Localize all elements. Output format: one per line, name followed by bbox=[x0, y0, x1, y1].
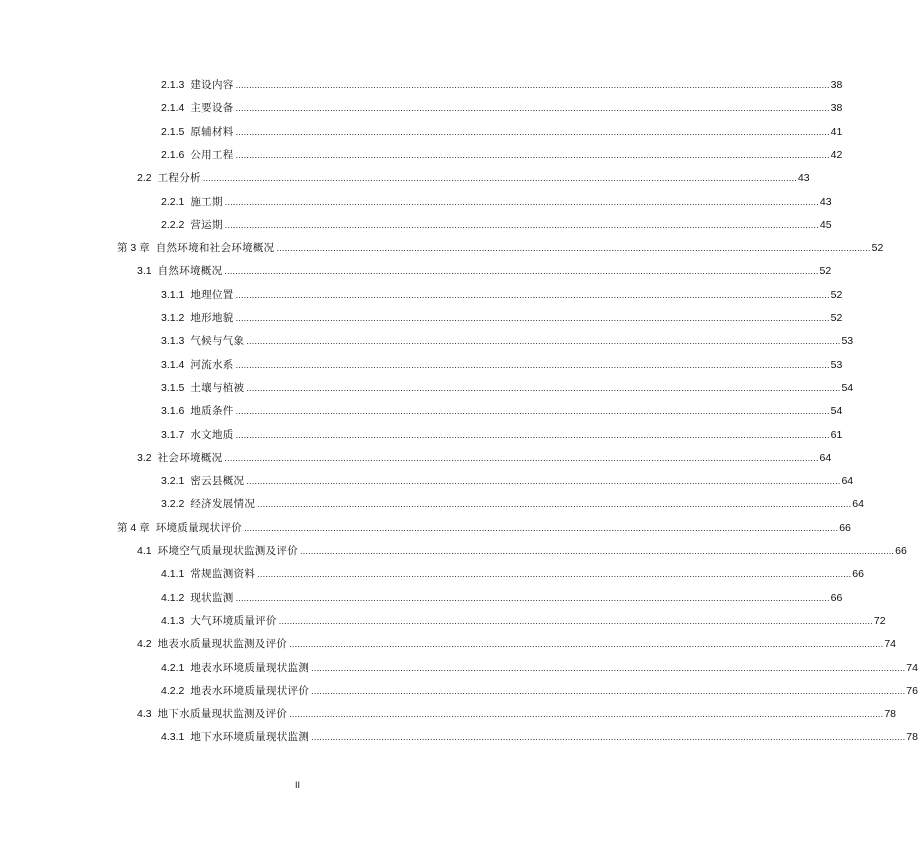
toc-leader-dots: ............................................................................................................................................................................................................................ bbox=[300, 546, 895, 556]
toc-entry-title: 自然环境概况 bbox=[157, 265, 223, 278]
toc-entry[interactable] bbox=[161, 681, 918, 697]
toc-entry-number: 3.1.6 bbox=[161, 405, 185, 418]
toc-entry-title: 原辅材料 bbox=[190, 125, 234, 138]
toc-entry-number: 4.1.2 bbox=[161, 591, 185, 604]
toc-entry-number: 4.2 bbox=[137, 638, 152, 651]
toc-entry-title: 主要设备 bbox=[190, 102, 234, 115]
toc-entry[interactable] bbox=[161, 564, 864, 581]
toc-entry[interactable] bbox=[161, 611, 886, 627]
toc-leader-dots: ............................................................................................................................................................................................................................ bbox=[246, 336, 841, 347]
toc-entry-title: 地表水质量现状监测及评价 bbox=[157, 638, 288, 651]
toc-entry-title: 密云县概况 bbox=[190, 475, 245, 488]
toc-entry-page: 54 bbox=[841, 381, 854, 394]
toc-entry-number: 4.2.2 bbox=[161, 684, 185, 697]
toc-entry[interactable] bbox=[117, 518, 851, 534]
toc-entry-title: 地形地貌 bbox=[190, 312, 234, 324]
toc-leader-dots: ............................................................................................................................................................................................................................ bbox=[311, 732, 906, 743]
toc-entry[interactable] bbox=[137, 704, 897, 721]
toc-leader-dots: ............................................................................................................................................................................................................................ bbox=[311, 662, 906, 673]
toc-leader-dots: ............................................................................................................................................................................................................................ bbox=[224, 219, 819, 230]
toc-entry-page: 52 bbox=[819, 265, 832, 278]
toc-entry-title: 地质条件 bbox=[190, 405, 234, 418]
toc-entry-number: 3.1.7 bbox=[161, 428, 185, 441]
toc-entry-title: 自然环境和社会环境概况 bbox=[155, 242, 275, 255]
toc-entry-page: 64 bbox=[841, 475, 854, 488]
toc-entry-title: 经济发展情况 bbox=[190, 498, 256, 511]
toc-leader-dots: ............................................................................................................................................................................................................................ bbox=[235, 313, 830, 323]
toc-leader-dots: ............................................................................................................................................................................................................................ bbox=[235, 406, 830, 417]
toc-entry-number: 3.1.1 bbox=[161, 288, 185, 301]
toc-entry-title: 公用工程 bbox=[190, 148, 234, 161]
toc-entry[interactable] bbox=[161, 401, 843, 418]
toc-entry[interactable] bbox=[137, 168, 810, 185]
toc-leader-dots: ............................................................................................................................................................................................................................ bbox=[276, 243, 871, 254]
toc-entry-page: 61 bbox=[830, 428, 843, 441]
toc-entry-title: 大气环境质量评价 bbox=[190, 614, 277, 627]
toc-entry-title: 环境空气质量现状监测及评价 bbox=[157, 545, 299, 557]
toc-entry-number: 3.1.2 bbox=[161, 312, 185, 324]
toc-entry[interactable] bbox=[161, 215, 832, 231]
toc-entry-number: 4.1.1 bbox=[161, 568, 185, 581]
toc-entry-page: 53 bbox=[830, 358, 843, 371]
toc-entry-page: 74 bbox=[884, 638, 897, 651]
toc-leader-dots: ............................................................................................................................................................................................................................ bbox=[224, 266, 819, 277]
toc-entry-title: 水文地质 bbox=[190, 428, 234, 441]
toc-entry-title: 现状监测 bbox=[190, 591, 234, 604]
toc-leader-dots: ............................................................................................................................................................................................................................ bbox=[257, 569, 852, 580]
toc-entry-page: 54 bbox=[830, 405, 843, 418]
toc-leader-dots: ............................................................................................................................................................................................................................ bbox=[257, 499, 852, 510]
toc-entry-number: 4.1.3 bbox=[161, 614, 185, 627]
toc-entry-page: 52 bbox=[871, 242, 884, 255]
toc-entry-title: 环境质量现状评价 bbox=[155, 521, 243, 534]
toc-leader-dots: ............................................................................................................................................................................................................................ bbox=[235, 103, 830, 114]
toc-leader-dots: ............................................................................................................................................................................................................................ bbox=[311, 685, 906, 696]
toc-leader-dots: ............................................................................................................................................................................................................................ bbox=[235, 289, 830, 300]
toc-entry-number: 4.1 bbox=[137, 545, 152, 557]
toc-entry[interactable] bbox=[161, 588, 843, 604]
toc-entry[interactable] bbox=[161, 471, 854, 488]
toc-entry[interactable] bbox=[161, 378, 854, 394]
toc-leader-dots: ............................................................................................................................................................................................................................ bbox=[235, 126, 830, 137]
toc-entry-number: 3.1 bbox=[137, 265, 152, 278]
toc-entry[interactable] bbox=[161, 355, 843, 371]
toc-entry-page: 52 bbox=[830, 312, 843, 324]
toc-entry-title: 施工期 bbox=[190, 195, 223, 208]
toc-entry-number: 2.1.4 bbox=[161, 102, 185, 115]
toc-entry[interactable] bbox=[161, 285, 843, 301]
page-number: II bbox=[294, 780, 300, 790]
toc-entry-title: 常规监测资料 bbox=[190, 568, 256, 581]
toc-entry-number: 第 4 章 bbox=[117, 521, 150, 534]
toc-entry-number: 2.1.5 bbox=[161, 125, 185, 138]
toc-entry-number: 2.2.2 bbox=[161, 218, 185, 231]
toc-entry-page: 52 bbox=[830, 288, 843, 301]
toc-entry-title: 河流水系 bbox=[190, 358, 234, 371]
toc-entry[interactable] bbox=[117, 238, 884, 255]
toc-leader-dots: ............................................................................................................................................................................................................................ bbox=[246, 476, 841, 487]
toc-entry[interactable] bbox=[161, 98, 843, 115]
toc-leader-dots: ............................................................................................................................................................................................................................ bbox=[278, 615, 873, 626]
toc-entry-title: 地表水环境质量现状评价 bbox=[190, 684, 310, 697]
toc-entry[interactable] bbox=[161, 727, 918, 744]
toc-entry-number: 2.2 bbox=[137, 172, 152, 185]
toc-entry-page: 38 bbox=[830, 79, 843, 91]
toc-entry-title: 地下水环境质量现状监测 bbox=[190, 731, 310, 744]
toc-entry-number: 4.3 bbox=[137, 708, 152, 721]
toc-entry-title: 地理位置 bbox=[190, 288, 234, 301]
toc-leader-dots: ............................................................................................................................................................................................................................ bbox=[289, 709, 884, 720]
toc-entry-number: 2.1.3 bbox=[161, 79, 185, 91]
toc-entry-page: 42 bbox=[830, 148, 843, 161]
toc-entry-page: 66 bbox=[830, 591, 843, 604]
toc-entry-number: 2.2.1 bbox=[161, 195, 185, 208]
toc-entry[interactable] bbox=[137, 634, 897, 651]
toc-entry-title: 地表水环境质量现状监测 bbox=[190, 661, 310, 674]
toc-leader-dots: ............................................................................................................................................................................................................................ bbox=[235, 359, 830, 370]
toc-entry-number: 4.2.1 bbox=[161, 661, 185, 674]
toc-entry[interactable] bbox=[161, 122, 843, 138]
toc-leader-dots: ............................................................................................................................................................................................................................ bbox=[235, 429, 830, 440]
toc-entry-page: 64 bbox=[819, 451, 832, 464]
toc-leader-dots: ............................................................................................................................................................................................................................ bbox=[289, 639, 884, 650]
toc-entry[interactable] bbox=[137, 261, 832, 278]
toc-entry-number: 3.2 bbox=[137, 451, 152, 464]
toc-leader-dots: ............................................................................................................................................................................................................................ bbox=[202, 173, 797, 184]
toc-leader-dots: ............................................................................................................................................................................................................................ bbox=[235, 80, 830, 90]
toc-entry-page: 66 bbox=[839, 521, 851, 534]
toc-entry-page: 78 bbox=[884, 708, 897, 721]
toc-entry-title: 气候与气象 bbox=[190, 335, 245, 348]
toc-entry[interactable] bbox=[161, 308, 843, 324]
toc-entry-title: 建设内容 bbox=[190, 79, 234, 91]
toc-entry-page: 74 bbox=[906, 661, 918, 674]
toc-entry[interactable] bbox=[161, 331, 854, 348]
toc-entry-page: 64 bbox=[852, 498, 864, 511]
toc-entry[interactable] bbox=[161, 494, 864, 511]
toc-entry[interactable] bbox=[161, 658, 918, 674]
toc-entry-page: 43 bbox=[797, 172, 810, 185]
toc-leader-dots: ............................................................................................................................................................................................................................ bbox=[235, 592, 830, 603]
toc-entry[interactable] bbox=[161, 425, 843, 441]
toc-entry-page: 45 bbox=[819, 218, 832, 231]
toc-entry-number: 第 3 章 bbox=[117, 242, 150, 255]
toc-entry-number: 2.1.6 bbox=[161, 148, 185, 161]
toc-leader-dots: ............................................................................................................................................................................................................................ bbox=[224, 452, 819, 463]
toc-entry[interactable] bbox=[161, 192, 832, 208]
toc-entry-number: 3.2.2 bbox=[161, 498, 185, 511]
toc-entry[interactable] bbox=[137, 541, 907, 557]
toc-entry-number: 3.2.1 bbox=[161, 475, 185, 488]
toc-entry-page: 76 bbox=[906, 684, 918, 697]
toc-leader-dots: ............................................................................................................................................................................................................................ bbox=[246, 382, 841, 393]
toc-entry-page: 38 bbox=[830, 102, 843, 115]
toc-entry-title: 土壤与植被 bbox=[190, 381, 245, 394]
toc-entry-page: 43 bbox=[819, 195, 832, 208]
toc-entry-title: 营运期 bbox=[190, 218, 223, 231]
toc-entry[interactable] bbox=[137, 448, 832, 464]
toc-leader-dots: ............................................................................................................................................................................................................................ bbox=[235, 149, 830, 160]
toc-entry-title: 工程分析 bbox=[157, 172, 201, 185]
toc-entry-page: 53 bbox=[841, 335, 854, 348]
toc-entry[interactable] bbox=[161, 75, 843, 91]
toc-entry-page: 66 bbox=[852, 568, 864, 581]
toc-entry-page: 66 bbox=[895, 545, 907, 557]
toc-entry[interactable] bbox=[161, 145, 843, 161]
toc-entry-page: 41 bbox=[830, 125, 843, 138]
toc-entry-page: 72 bbox=[873, 614, 886, 627]
toc-leader-dots: ............................................................................................................................................................................................................................ bbox=[244, 522, 839, 533]
toc-entry-title: 地下水质量现状监测及评价 bbox=[157, 708, 288, 721]
toc-entry-number: 4.3.1 bbox=[161, 731, 185, 744]
toc-entry-number: 3.1.5 bbox=[161, 381, 185, 394]
toc-leader-dots: ............................................................................................................................................................................................................................ bbox=[224, 196, 819, 207]
toc-entry-page: 78 bbox=[906, 731, 918, 744]
toc-entry-title: 社会环境概况 bbox=[157, 451, 223, 464]
toc-entry-number: 3.1.4 bbox=[161, 358, 185, 371]
toc-entry-number: 3.1.3 bbox=[161, 335, 185, 348]
